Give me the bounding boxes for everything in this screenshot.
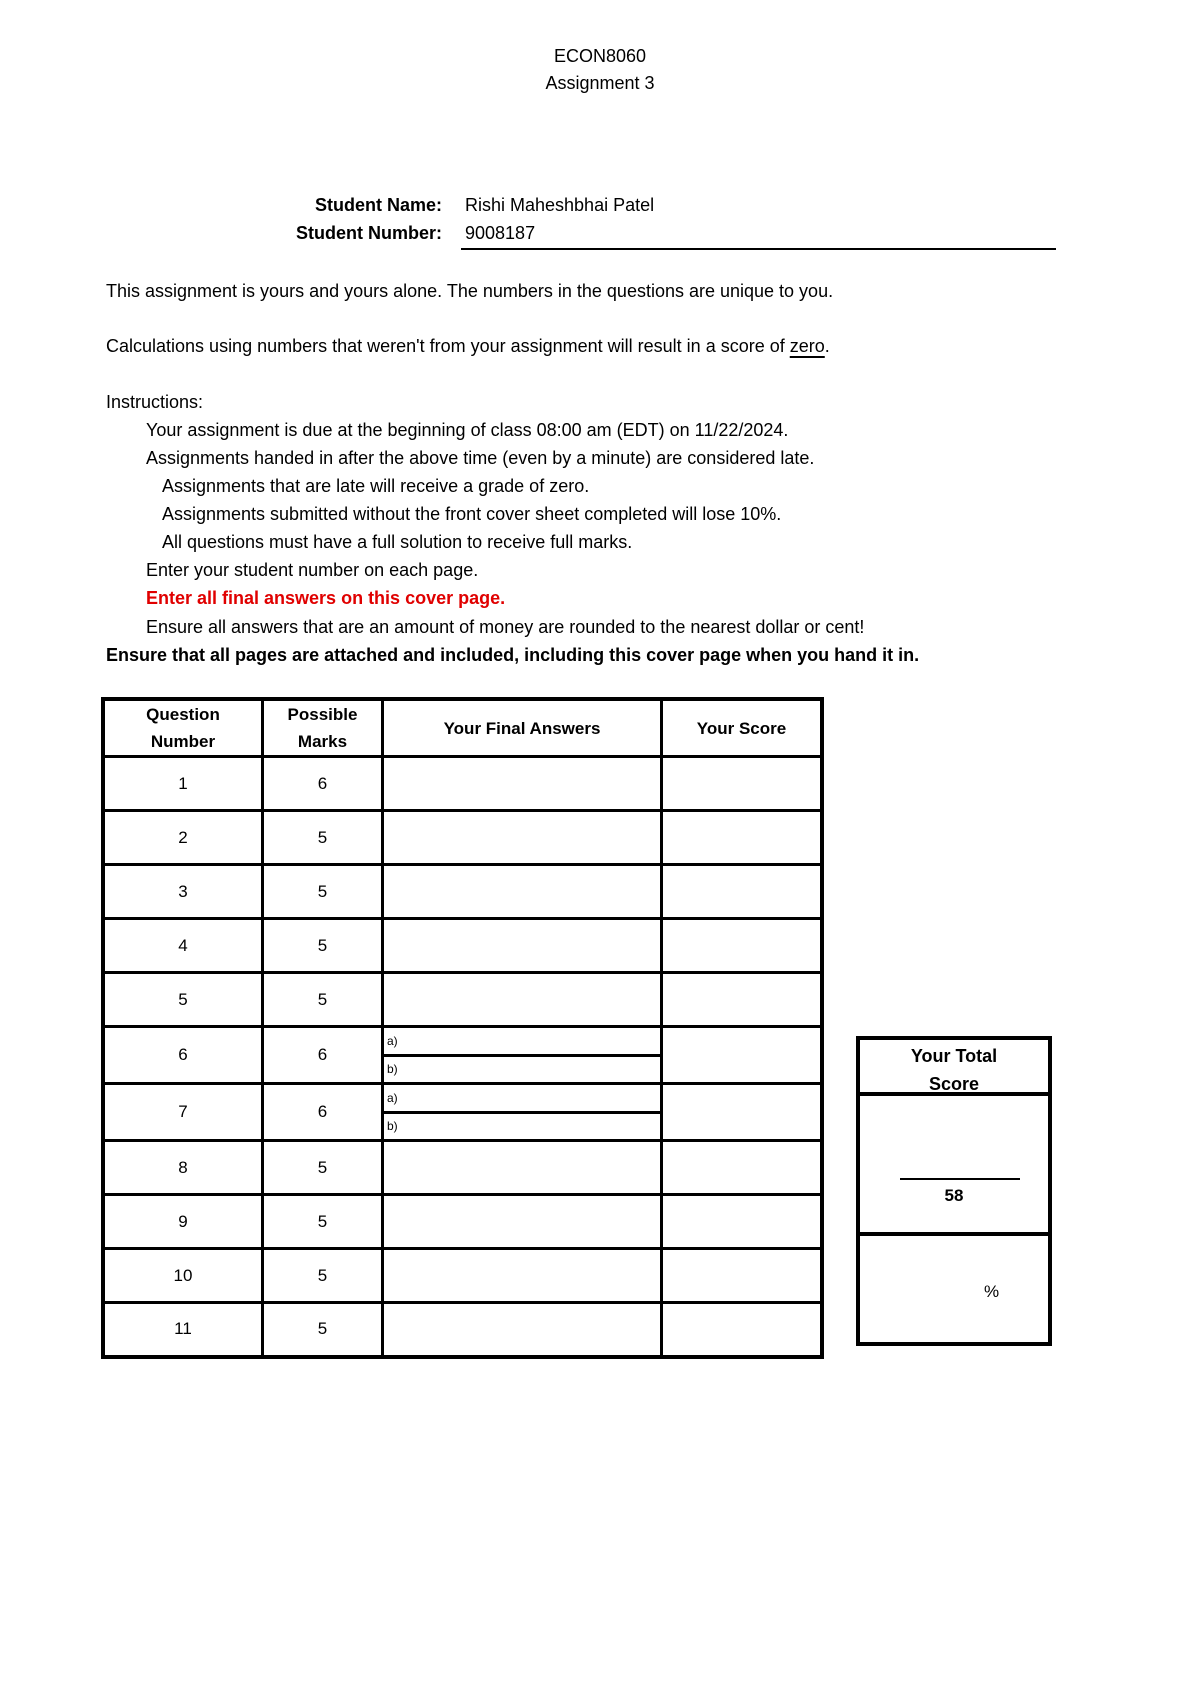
question-number-cell: 5 bbox=[103, 973, 263, 1027]
your-score-cell[interactable] bbox=[662, 1141, 823, 1195]
table-row bbox=[103, 1195, 822, 1249]
your-score-cell[interactable] bbox=[662, 973, 823, 1027]
table-row bbox=[103, 811, 822, 865]
instruction-final-answers: Enter all final answers on this cover page. bbox=[146, 588, 506, 608]
your-score-cell[interactable] bbox=[662, 1249, 823, 1303]
table-row bbox=[103, 865, 822, 919]
your-score-cell[interactable] bbox=[662, 1195, 823, 1249]
table-row bbox=[103, 1303, 822, 1357]
header-question bbox=[103, 699, 263, 757]
table-row bbox=[103, 919, 822, 973]
question-number-cell: 9 bbox=[103, 1195, 263, 1249]
header-score: Your Score bbox=[662, 699, 823, 757]
question-number-cell: 10 bbox=[103, 1249, 263, 1303]
question-number-cell: 1 bbox=[103, 757, 263, 811]
final-answer-cell[interactable] bbox=[383, 865, 662, 919]
your-score-cell[interactable] bbox=[662, 919, 823, 973]
question-number-cell: 4 bbox=[103, 919, 263, 973]
instruction-late: Assignments handed in after the above time (even by a minute) are considered late. bbox=[146, 448, 815, 468]
instruction-rounding: Ensure all answers that are an amount of money are rounded to the nearest dollar or cent! bbox=[146, 617, 865, 637]
student-info-rule bbox=[461, 248, 1056, 250]
answer-part-label[interactable]: b) bbox=[384, 1054, 660, 1083]
percent-sign: % bbox=[984, 1282, 1000, 1301]
total-heading-line2: Score bbox=[928, 1074, 980, 1094]
answer-parts bbox=[384, 1028, 660, 1082]
question-number-cell: 6 bbox=[103, 1027, 263, 1084]
possible-marks-cell: 5 bbox=[263, 1249, 383, 1303]
intro-zero-post: . bbox=[824, 336, 830, 356]
intro-zero-pre: Calculations using numbers that weren't from your assignment will result in a score of bbox=[106, 336, 790, 356]
intro-zero-warning bbox=[106, 336, 830, 357]
instruction-late-zero: Assignments that are late will receive a grade of zero. bbox=[162, 476, 590, 496]
possible-marks-cell: 5 bbox=[263, 865, 383, 919]
final-answer-cell[interactable] bbox=[383, 1141, 662, 1195]
answer-part-label[interactable]: b) bbox=[384, 1111, 660, 1140]
zero-underlined: zero bbox=[789, 336, 825, 356]
answer-part-label[interactable]: a) bbox=[387, 1033, 398, 1048]
your-score-cell[interactable] bbox=[662, 811, 823, 865]
assignment-title: Assignment 3 bbox=[545, 73, 655, 93]
possible-marks-cell: 5 bbox=[263, 1303, 383, 1357]
header-answers: Your Final Answers bbox=[383, 699, 662, 757]
answer-part-label[interactable]: a) bbox=[387, 1090, 398, 1105]
final-answer-cell[interactable] bbox=[383, 757, 662, 811]
total-denominator: 58 bbox=[944, 1186, 964, 1205]
table-header-row bbox=[103, 699, 822, 757]
final-answer-cell[interactable] bbox=[383, 811, 662, 865]
possible-marks-cell: 5 bbox=[263, 1195, 383, 1249]
intro-unique: This assignment is yours and yours alone. The numbers in the questions are unique to you. bbox=[106, 281, 834, 301]
fraction-line bbox=[900, 1178, 1020, 1180]
table-row bbox=[103, 1084, 822, 1141]
possible-marks-cell: 5 bbox=[263, 811, 383, 865]
possible-marks-cell: 6 bbox=[263, 1084, 383, 1141]
header-question-line2: Number bbox=[150, 732, 216, 751]
question-number-cell: 2 bbox=[103, 811, 263, 865]
student-name-value[interactable]: Rishi Maheshbhai Patel bbox=[465, 195, 655, 215]
table-row bbox=[103, 1141, 822, 1195]
student-name-label: Student Name: bbox=[314, 195, 442, 215]
your-score-cell[interactable] bbox=[662, 1027, 823, 1084]
question-number-cell: 8 bbox=[103, 1141, 263, 1195]
table-row bbox=[103, 757, 822, 811]
possible-marks-cell: 6 bbox=[263, 1027, 383, 1084]
total-score-fraction[interactable] bbox=[860, 1096, 1048, 1236]
final-answer-cell[interactable] bbox=[383, 1027, 662, 1084]
final-answer-cell[interactable] bbox=[383, 919, 662, 973]
final-answer-cell[interactable] bbox=[383, 1249, 662, 1303]
instruction-due: Your assignment is due at the beginning of class 08:00 am (EDT) on 11/22/2024. bbox=[146, 420, 789, 440]
possible-marks-cell: 6 bbox=[263, 757, 383, 811]
final-answer-cell[interactable] bbox=[383, 1303, 662, 1357]
instructions-heading: Instructions: bbox=[106, 392, 204, 412]
table-row bbox=[103, 1249, 822, 1303]
your-score-cell[interactable] bbox=[662, 1084, 823, 1141]
header-marks-line1: Possible bbox=[287, 705, 358, 724]
question-number-cell: 7 bbox=[103, 1084, 263, 1141]
total-percent-cell[interactable] bbox=[860, 1236, 1048, 1336]
answer-parts bbox=[384, 1085, 660, 1139]
question-number-cell: 3 bbox=[103, 865, 263, 919]
instruction-cover-sheet: Assignments submitted without the front cover sheet completed will lose 10%. bbox=[162, 504, 782, 524]
student-number-label: Student Number: bbox=[296, 223, 442, 243]
course-code: ECON8060 bbox=[553, 46, 647, 66]
table-row bbox=[103, 1027, 822, 1084]
final-answer-cell[interactable] bbox=[383, 1084, 662, 1141]
header-marks bbox=[263, 699, 383, 757]
your-score-cell[interactable] bbox=[662, 1303, 823, 1357]
possible-marks-cell: 5 bbox=[263, 973, 383, 1027]
your-score-cell[interactable] bbox=[662, 865, 823, 919]
final-answer-cell[interactable] bbox=[383, 973, 662, 1027]
total-score-heading bbox=[860, 1040, 1048, 1096]
instruction-full-solution: All questions must have a full solution to receive full marks. bbox=[162, 532, 633, 552]
possible-marks-cell: 5 bbox=[263, 1141, 383, 1195]
total-score-box bbox=[856, 1036, 1052, 1346]
header-marks-line2: Marks bbox=[297, 732, 348, 751]
student-number-value[interactable]: 9008187 bbox=[465, 223, 536, 243]
score-table bbox=[101, 697, 824, 1359]
instruction-student-number: Enter your student number on each page. bbox=[146, 560, 479, 580]
total-heading-line1: Your Total bbox=[910, 1046, 998, 1066]
final-answer-cell[interactable] bbox=[383, 1195, 662, 1249]
instruction-attached: Ensure that all pages are attached and included, including this cover page when you hand it in. bbox=[106, 645, 920, 665]
table-row bbox=[103, 973, 822, 1027]
your-score-cell[interactable] bbox=[662, 757, 823, 811]
question-number-cell: 11 bbox=[103, 1303, 263, 1357]
possible-marks-cell: 5 bbox=[263, 919, 383, 973]
header-question-line1: Question bbox=[146, 705, 220, 724]
